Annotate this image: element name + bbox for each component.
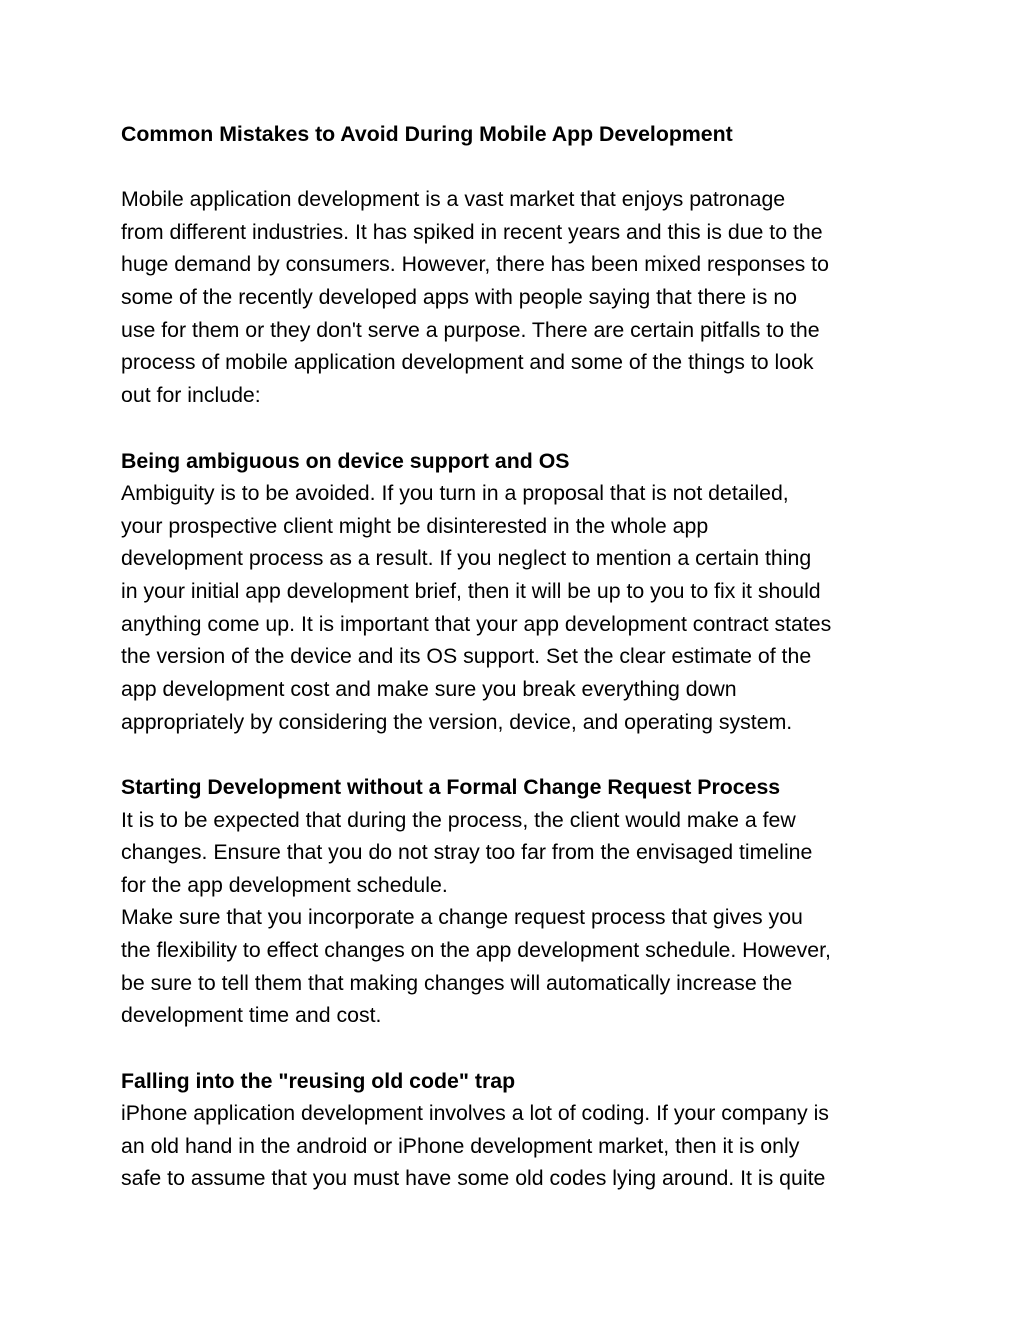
text-line: Make sure that you incorporate a change request process that gives you	[121, 905, 803, 929]
section-heading: Falling into the "reusing old code" trap	[121, 1069, 516, 1093]
text-line: safe to assume that you must have some old codes lying around. It is quite	[121, 1166, 826, 1190]
text-line: Mobile application development is a vast market that enjoys patronage	[121, 187, 786, 211]
text-line: appropriately by considering the version, device, and operating system.	[121, 710, 793, 734]
text-line: iPhone application development involves a lot of coding. If your company is	[121, 1101, 829, 1125]
text-line: in your initial app development brief, then it will be up to you to fix it should	[121, 579, 821, 603]
text-line: some of the recently developed apps with people saying that there is no	[121, 285, 798, 309]
text-line: development time and cost.	[121, 1003, 382, 1027]
text-line: Ambiguity is to be avoided. If you turn in a proposal that is not detailed,	[121, 481, 789, 505]
document-title: Common Mistakes to Avoid During Mobile App Development	[121, 122, 733, 146]
text-line: the version of the device and its OS support. Set the clear estimate of the	[121, 644, 812, 668]
text-line: for the app development schedule.	[121, 873, 448, 897]
text-line: the flexibility to effect changes on the app development schedule. However,	[121, 938, 831, 962]
text-line: be sure to tell them that making changes will automatically increase the	[121, 971, 793, 995]
text-line: development process as a result. If you neglect to mention a certain thing	[121, 546, 812, 570]
text-line: an old hand in the android or iPhone development market, then it is only	[121, 1134, 800, 1158]
text-line: process of mobile application development and some of the things to look	[121, 350, 814, 374]
text-line: out for include:	[121, 383, 261, 407]
text-line: It is to be expected that during the process, the client would make a few	[121, 808, 796, 832]
section-heading: Starting Development without a Formal Change Request Process	[121, 775, 781, 799]
section-heading: Being ambiguous on device support and OS	[121, 449, 570, 473]
text-line: anything come up. It is important that your app development contract states	[121, 612, 832, 636]
text-line: from different industries. It has spiked in recent years and this is due to the	[121, 220, 823, 244]
text-line: huge demand by consumers. However, there has been mixed responses to	[121, 252, 829, 276]
text-line: use for them or they don't serve a purpose. There are certain pitfalls to the	[121, 318, 820, 342]
text-line: your prospective client might be disinterested in the whole app	[121, 514, 709, 538]
text-line: changes. Ensure that you do not stray too far from the envisaged timeline	[121, 840, 813, 864]
text-line: app development cost and make sure you break everything down	[121, 677, 737, 701]
